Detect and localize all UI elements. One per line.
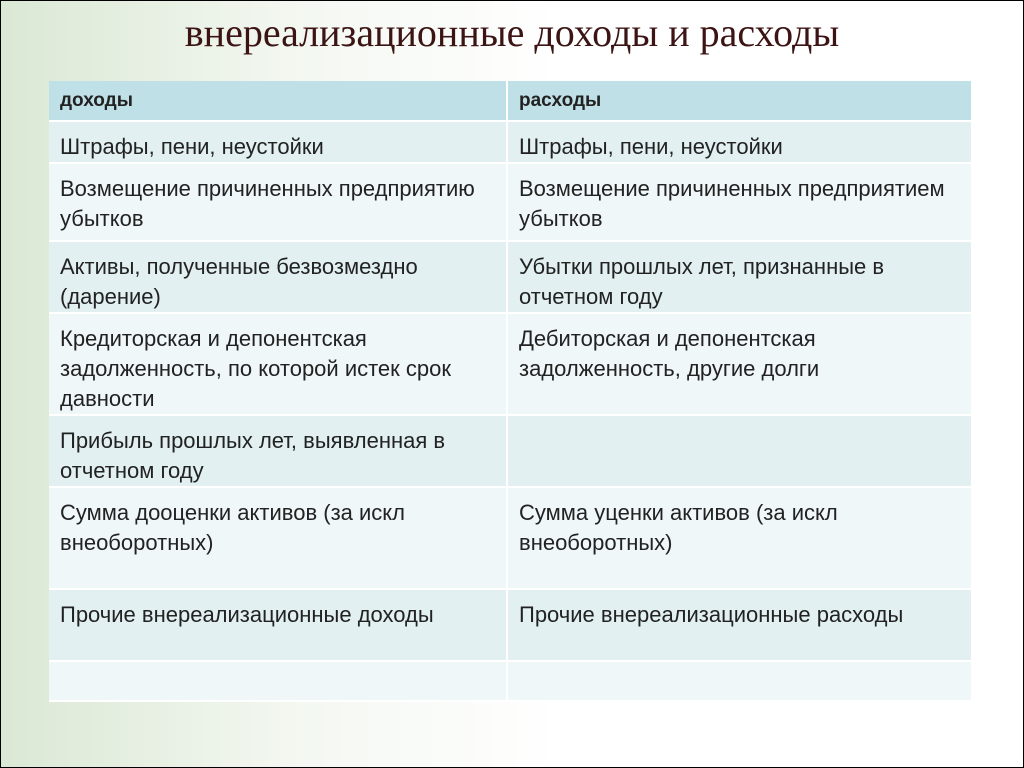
expense-cell: Сумма уценки активов (за искл внеоборотных) xyxy=(508,488,971,590)
income-cell: Прибыль прошлых лет, выявленная в отчетном году xyxy=(49,416,508,488)
income-cell: Возмещение причиненных предприятию убытков xyxy=(49,164,508,242)
table-row xyxy=(49,590,971,662)
expense-cell xyxy=(508,662,971,702)
income-expense-table xyxy=(49,81,971,702)
slide-title: внереализационные доходы и расходы xyxy=(184,10,840,55)
table-row xyxy=(49,488,971,590)
table-row xyxy=(49,242,971,314)
table-row xyxy=(49,416,971,488)
table-row xyxy=(49,314,971,416)
income-cell: Прочие внереализационные доходы xyxy=(49,590,508,662)
expense-cell: Убытки прошлых лет, признанные в отчетном году xyxy=(508,242,971,314)
table-header-row xyxy=(49,81,971,122)
expense-cell: Штрафы, пени, неустойки xyxy=(508,122,971,164)
income-cell: Сумма дооценки активов (за искл внеоборотных) xyxy=(49,488,508,590)
income-cell: Активы, полученные безвозмездно (дарение) xyxy=(49,242,508,314)
table-row xyxy=(49,662,971,702)
income-cell: Кредиторская и депонентская задолженность, по которой истек срок давности xyxy=(49,314,508,416)
table-row xyxy=(49,164,971,242)
income-cell xyxy=(49,662,508,702)
header-income: доходы xyxy=(49,81,508,122)
table-row xyxy=(49,122,971,164)
income-cell: Штрафы, пени, неустойки xyxy=(49,122,508,164)
expense-cell: Возмещение причиненных предприятием убытков xyxy=(508,164,971,242)
expense-cell: Дебиторская и депонентская задолженность, другие долги xyxy=(508,314,971,416)
header-expense: расходы xyxy=(508,81,971,122)
expense-cell xyxy=(508,416,971,488)
expense-cell: Прочие внереализационные расходы xyxy=(508,590,971,662)
